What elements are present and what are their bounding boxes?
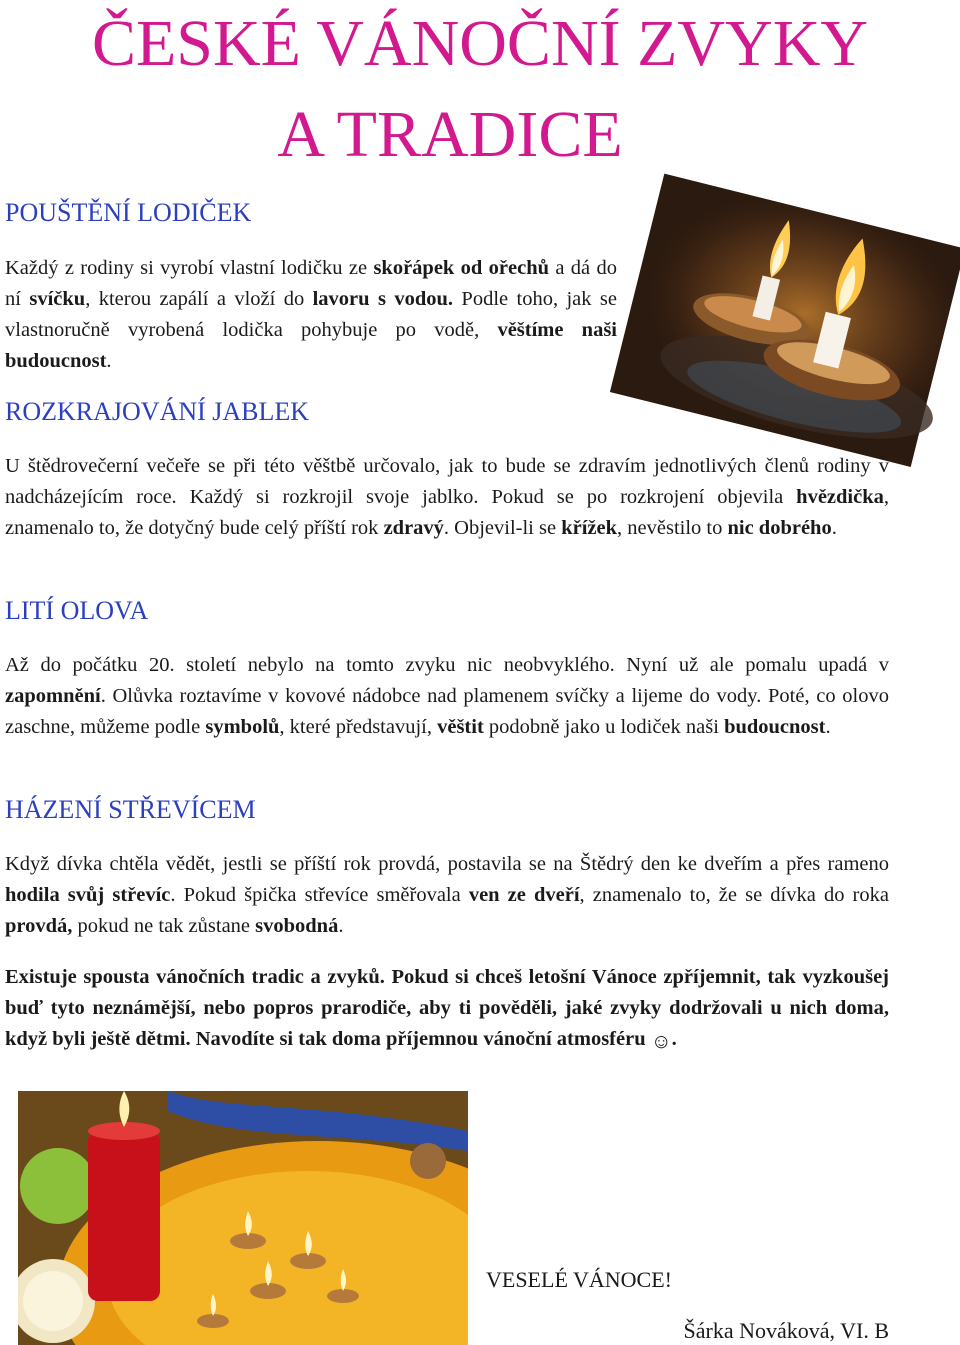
- section-text-olovo: Až do počátku 20. století nebylo na tomto zvyku nic neobvyklého. Nyní už ale pomalu upadá v zapomnění. Olůvka roztavíme v kovové nádobce nad plamenem svíčky a lijeme do vody. Poté, co olovo zaschne, můžeme podle symbolů, které představují, věštit podobně jako u lodiček naši budoucnost.: [5, 654, 889, 738]
- page-title-line2: A TRADICE: [277, 98, 623, 171]
- closing-paragraph: Existuje spousta vánočních tradic a zvyků. Pokud si chceš letošní Vánoce zpříjemnit, tak vyzkoušej buď tyto neznámější, nebo popros prarodiče, aby ti pověděli, jaké zvyky dodržovali u nich doma, když byli ještě dětmi. Navodíte si tak doma příjemnou vánoční atmosféru ☺.: [5, 962, 889, 1058]
- author-signature: Šárka Nováková, VI. B: [683, 1318, 889, 1343]
- section-heading-jablka: ROZKRAJOVÁNÍ JABLEK: [5, 397, 310, 426]
- walnut-candles-photo: [612, 182, 957, 462]
- greeting: VESELÉ VÁNOCE!: [486, 1267, 672, 1292]
- section-heading-lodicky: POUŠTĚNÍ LODIČEK: [5, 198, 252, 227]
- floating-candles-photo: [18, 1091, 468, 1345]
- smiley-icon: ☺: [650, 1031, 672, 1053]
- section-text-strevic: Když dívka chtěla vědět, jestli se příští rok provdá, postavila se na Štědrý den ke dveřím a přes rameno hodila svůj střevíc. Pokud špička střevíce směřovala ven ze dveří, znamenalo to, že se dívka do roka provdá, pokud ne tak zůstane svobodná.: [5, 853, 889, 937]
- page-title-line1: ČESKÉ VÁNOČNÍ ZVYKY: [91, 7, 869, 80]
- section-text-jablka: U štědrovečerní večeře se při této věštbě určovalo, jak to bude se zdravím jednotlivých členů rodiny v nadcházejícím roce. Každý si rozkrojil svoje jablko. Pokud se po rozkrojení objevila hvězdička, znamenalo to, že dotyčný bude celý příští rok zdravý. Objevil-li se křížek, nevěstilo to nic dobrého.: [5, 455, 889, 539]
- section-heading-olovo: LITÍ OLOVA: [5, 596, 149, 625]
- section-text-lodicky: Každý z rodiny si vyrobí vlastní lodičku ze skořápek od ořechů a dá do ní svíčku, kterou zapálí a vloží do lavoru s vodou. Podle toho, jak se vlastnoručně vyrobená lodička pohybuje po vodě, věštíme naši budoucnost.: [5, 257, 618, 372]
- section-heading-strevic: HÁZENÍ STŘEVÍCEM: [5, 795, 256, 824]
